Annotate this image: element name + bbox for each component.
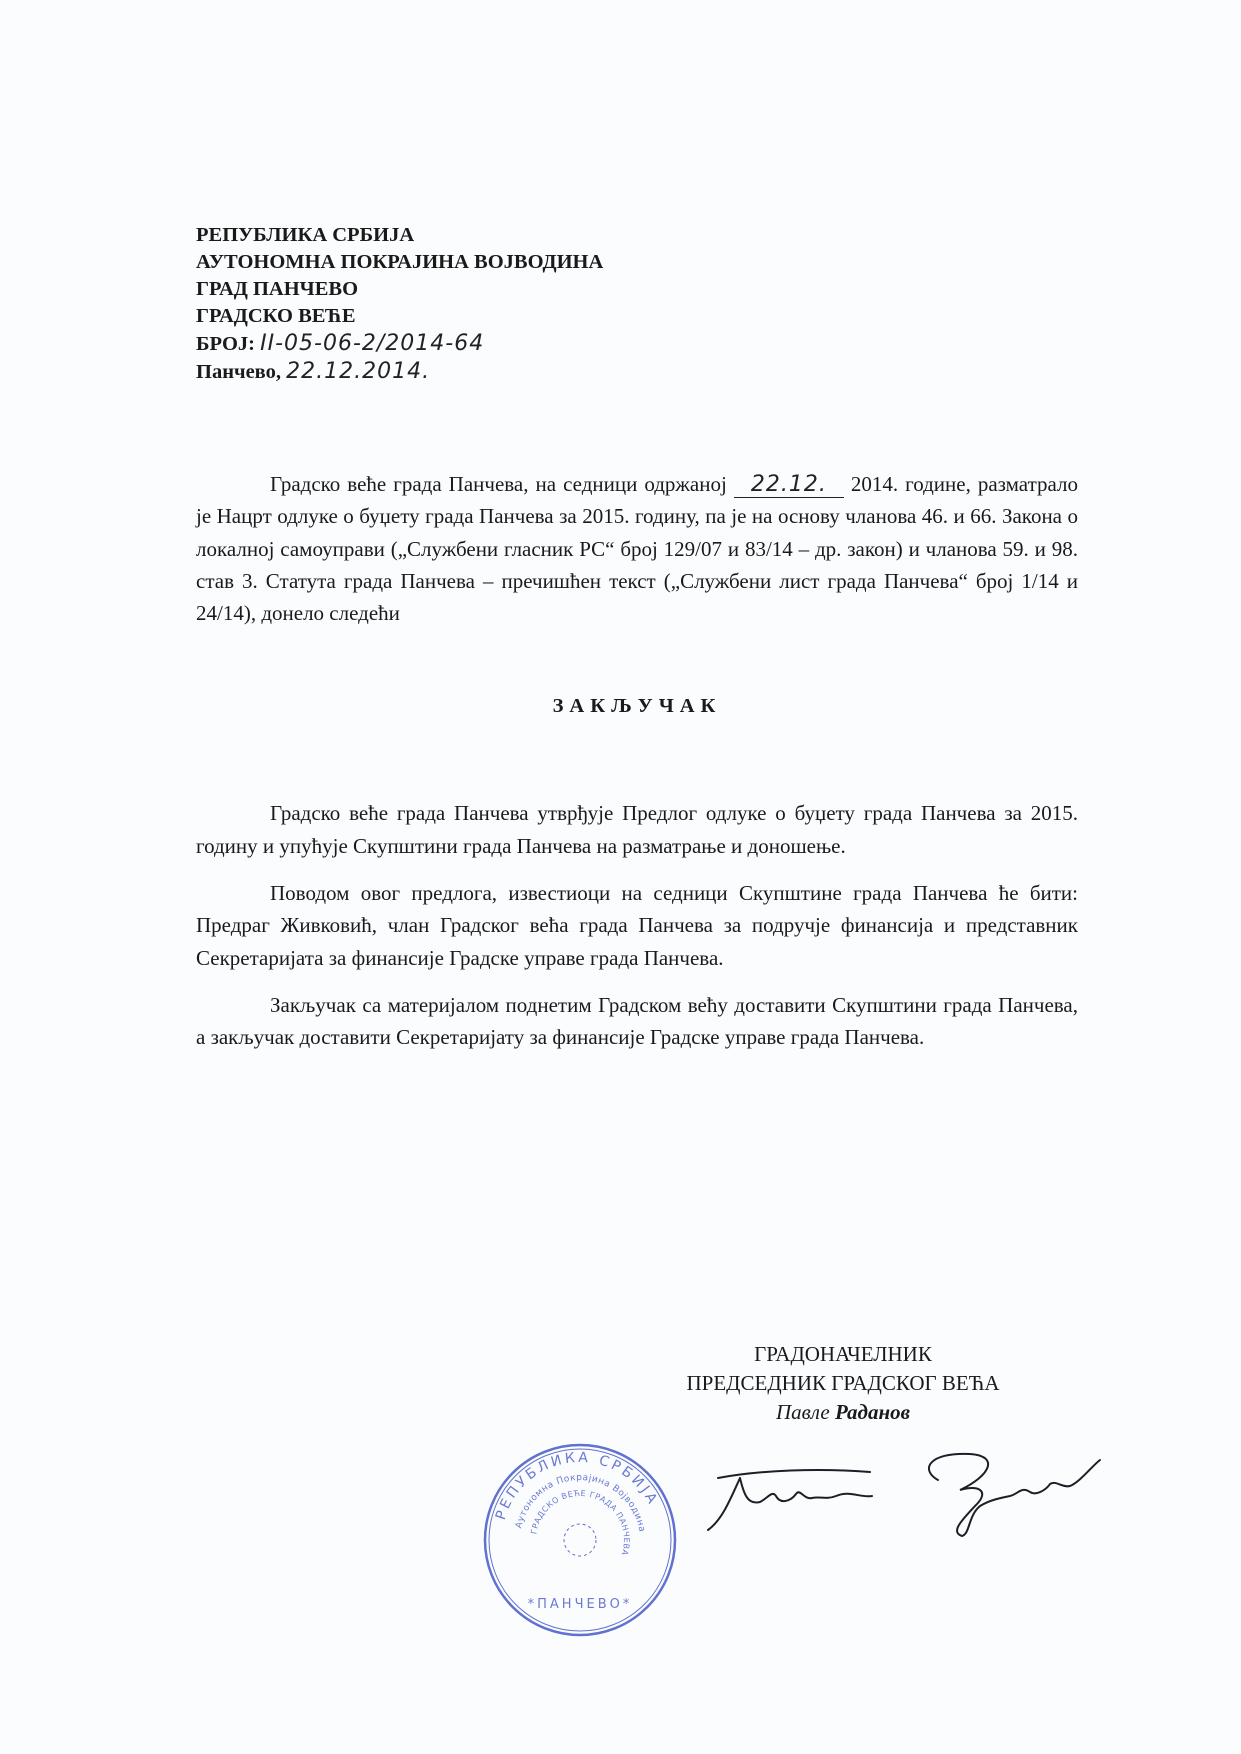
header-line: РЕПУБЛИКА СРБИЈА (196, 224, 415, 246)
handwritten-date: 22.12.2014. (286, 359, 431, 384)
document-title: ЗАКЉУЧАК (552, 695, 722, 718)
handwritten-number: II-05-06-2/2014-64 (260, 331, 485, 356)
svg-text:РЕПУБЛИКА СРБИЈА: РЕПУБЛИКА СРБИЈА (492, 1449, 662, 1522)
paragraph-delivery: Закључак са материјалом поднетим Градском већу доставити Скупштини града Панчева, а закључак доставити Секретаријату за финансије Градске управе града Панчева. (196, 992, 1078, 1050)
paragraph-intro: Градско веће града Панчева, на седници одржаној 22.12. 2014. године, разматрало је Нацрт одлуке о буџету града Панчева за 2015. годину, па је на основу чланова 46. и 66. Закона о локалној самоуправи („Службени гласник РС“ број 129/07 и 83/14 – др. закон) и чланова 59. и 98. став 3. Статута града Панчева – пречишћен текст („Службени лист града Панчева“ број 1/14 и 24/14), донело следећи (196, 472, 1079, 626)
paragraph-rapporteurs: Поводом овог предлога, известиоци на седници Скупштине града Панчева ће бити: Предраг Живковић, члан Градског већа града Панчева за подручје финансија и представник Секретаријата за финансије Градске управе града Панчева. (196, 881, 1078, 970)
signatory-name: Павле Раданов (775, 1400, 911, 1424)
svg-text:Аутономна Покрајина Војводина: Аутономна Покрајина Војводина (514, 1472, 647, 1534)
svg-text:*ПАНЧЕВО*: *ПАНЧЕВО* (527, 1597, 633, 1612)
header-line: ГРАД ПАНЧЕВО (196, 278, 359, 300)
svg-text:ГРАДСКО ВЕЋЕ ГРАДА ПАНЧЕВА: ГРАДСКО ВЕЋЕ ГРАДА ПАНЧЕВА (529, 1488, 632, 1557)
handwritten-session-date: 22.12. (734, 473, 844, 498)
header-line: ГРАДСКО ВЕЋЕ (196, 305, 356, 327)
document-body (196, 468, 1078, 1054)
signatory-title: ПРЕДСЕДНИК ГРАДСКОГ ВЕЋА (686, 1371, 1000, 1395)
signatory-title: ГРАДОНАЧЕЛНИК (754, 1342, 932, 1366)
paragraph-conclusion: Градско веће града Панчева утврђује Предлог одлуке о буџету града Панчева за 2015. годину и упућује Скупштини града Панчева на разматрање и доношење. (196, 801, 1078, 858)
document-header (196, 222, 603, 386)
handwritten-signature (700, 1440, 1120, 1540)
official-stamp (480, 1440, 680, 1640)
document-date: Панчево, 22.12.2014. (196, 359, 431, 384)
header-line: АУТОНОМНА ПОКРАЈИНА ВОЈВОДИНА (196, 251, 604, 273)
signature-block (640, 1340, 1046, 1427)
document-number: БРОЈ: II-05-06-2/2014-64 (196, 331, 485, 356)
